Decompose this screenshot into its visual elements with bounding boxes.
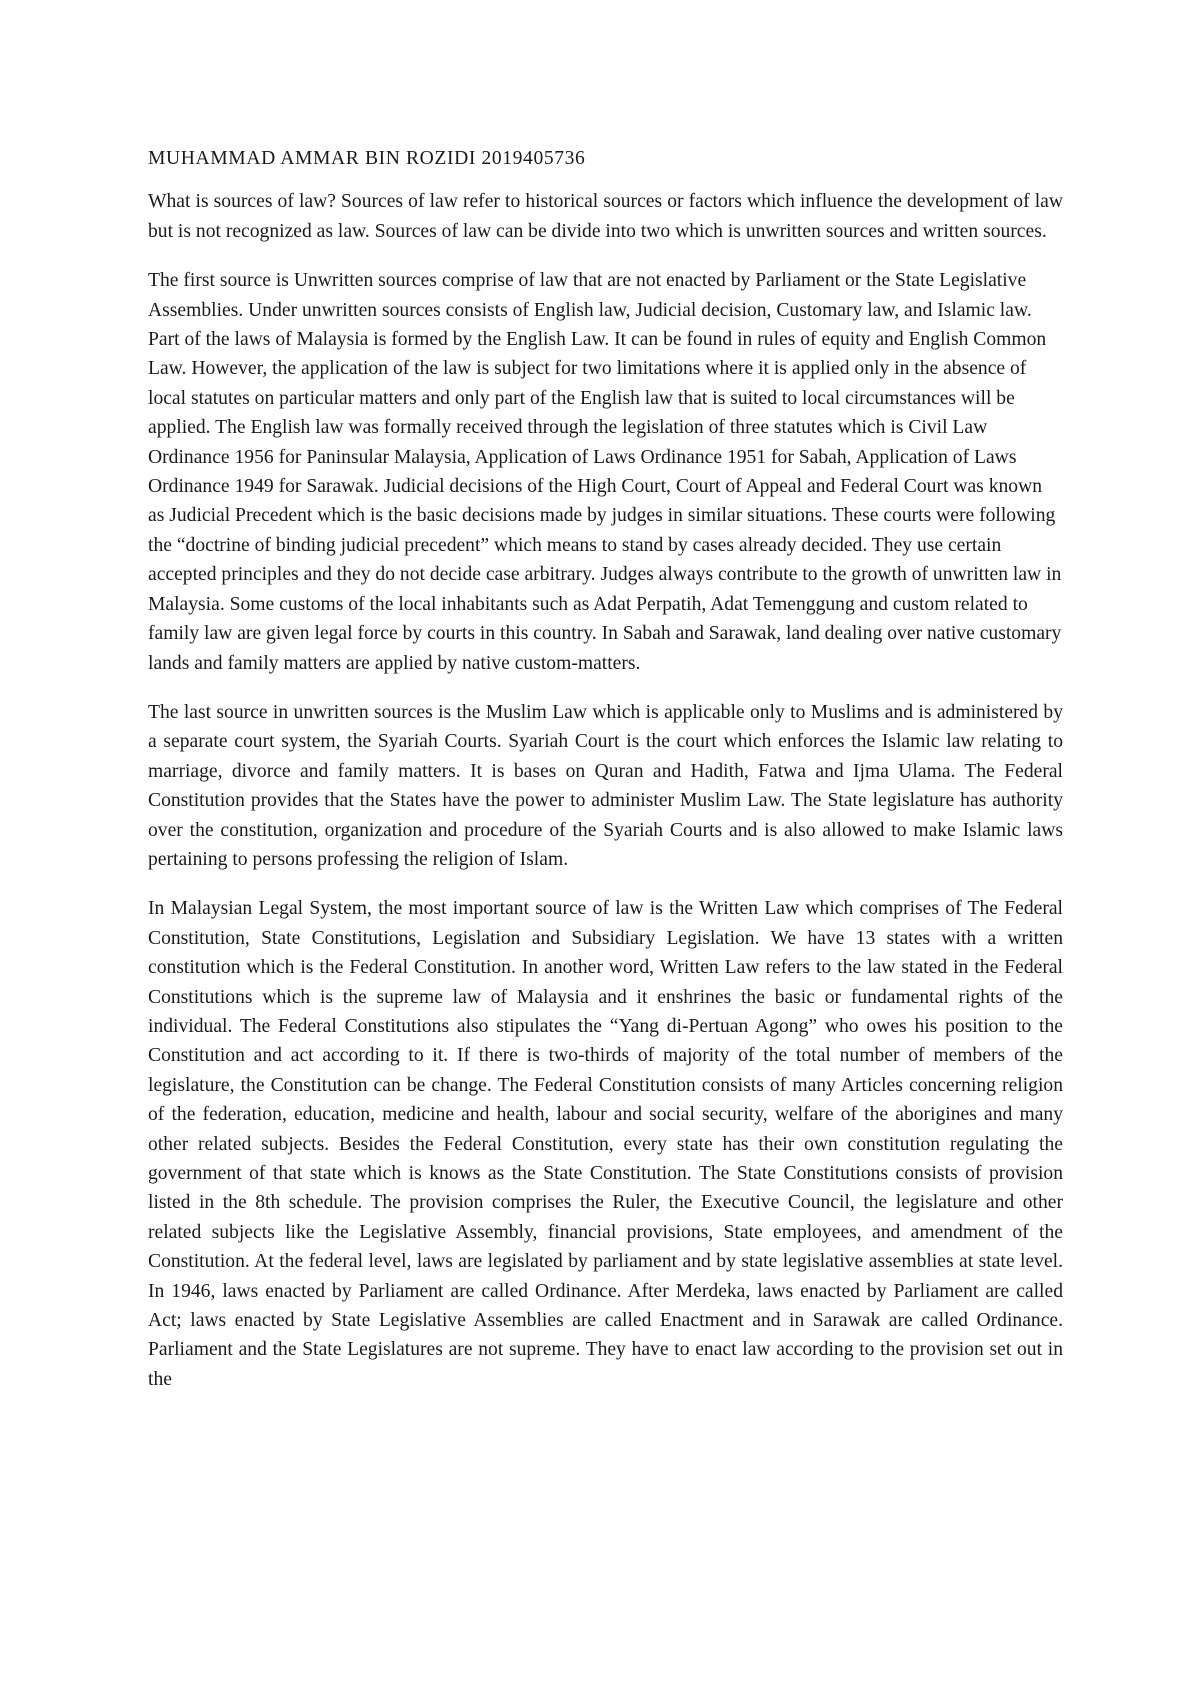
paragraph-written-law: In Malaysian Legal System, the most important source of law is the Written Law which comprises of The Federal Constitution, State Constitutions, Legislation and Subsidiary Legislation. We have 13 states with a written constitution which is the Federal Constitution. In another word, Written Law refers to the law stated in the Federal Constitutions which is the supreme law of Malaysia and it enshrines the basic or fundamental rights of the individual. The Federal Constitutions also stipulates the “Yang di-Pertuan Agong” who owes his position to the Constitution and act according to it. If there is two-thirds of majority of the total number of members of the legislature, the Constitution can be change. The Federal Constitution consists of many Articles concerning religion of the federation, education, medicine and health, labour and social security, welfare of the aborigines and many other related subjects. Besides the Federal Constitution, every state has their own constitution regulating the government of that state which is knows as the State Constitution. The State Constitutions consists of provision listed in the 8th schedule. The provision comprises the Ruler, the Executive Council, the legislature and other related subjects like the Legislative Assembly, financial provisions, State employees, and amendment of the Constitution. At the federal level, laws are legislated by parliament and by state legislative assemblies at state level. In 1946, laws enacted by Parliament are called Ordinance. After Merdeka, laws enacted by Parliament are called Act; laws enacted by State Legislative Assemblies are called Enactment and in Sarawak are called Ordinance. Parliament and the State Legislatures are not supreme. They have to enact law according to the provision set out in the [148,898,1063,1390]
document-body [148,144,1063,1414]
paragraph-muslim-law: The last source in unwritten sources is the Muslim Law which is applicable only to Muslims and is administered by a separate court system, the Syariah Courts. Syariah Court is the court which enforces the Islamic law relating to marriage, divorce and family matters. It is bases on Quran and Hadith, Fatwa and Ijma Ulama. The Federal Constitution provides that the States have the power to administer Muslim Law. The State legislature has authority over the constitution, organization and procedure of the Syariah Courts and is also allowed to make Islamic laws pertaining to persons professing the religion of Islam. [148,701,1063,870]
paragraph-intro: What is sources of law? Sources of law refer to historical sources or factors which influence the development of law but is not recognized as law. Sources of law can be divide into two which is unwritten sources and written sources. [148,191,1063,242]
paragraph-unwritten-sources: The first source is Unwritten sources comprise of law that are not enacted by Parliament or the State Legislative Assemblies. Under unwritten sources consists of English law, Judicial decision, Customary law, and Islamic law. Part of the laws of Malaysia is formed by the English Law. It can be found in rules of equity and English Common Law. However, the application of the law is subject for two limitations where it is applied only in the absence of local statutes on particular matters and only part of the English law that is suited to local circumstances will be applied. The English law was formally received through the legislation of three statutes which is Civil Law Ordinance 1956 for Paninsular Malaysia, Application of Laws Ordinance 1951 for Sabah, Application of Laws Ordinance 1949 for Sarawak. Judicial decisions of the High Court, Court of Appeal and Federal Court was known as Judicial Precedent which is the basic decisions made by judges in similar situations. These courts were following the “doctrine of binding judicial precedent” which means to stand by cases already decided. They use certain accepted principles and they do not decide case arbitrary. Judges always contribute to the growth of unwritten law in Malaysia. Some customs of the local inhabitants such as Adat Perpatih, Adat Temenggung and custom related to family law are given legal force by courts in this country. In Sabah and Sarawak, land dealing over native customary lands and family matters are applied by native custom-matters. [148,270,1062,674]
author-heading: MUHAMMAD AMMAR BIN ROZIDI 2019405736 [148,148,586,169]
